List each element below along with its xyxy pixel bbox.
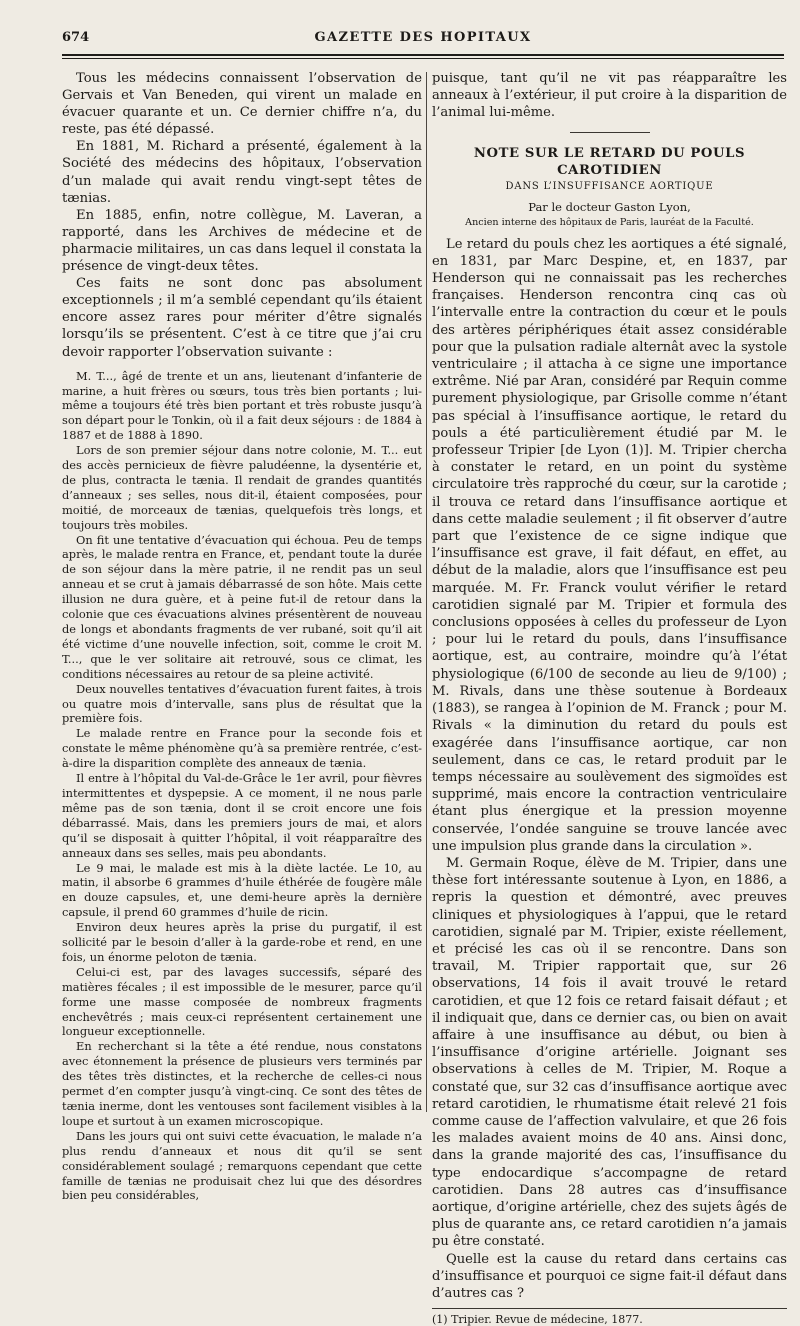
left-column (62, 70, 422, 1203)
observation-paragraph: En recherchant si la tête a été rendue, nous constatons avec étonnement la présence de plusieurs vers terminés par des têtes très distinctes, et la recherche de celles-ci nous permet d’en compter jusqu’à vingt-cinq. Ce sont des têtes de tænia inerme, dont les ventouses sont facilement visibles à la loupe et surtout à un examen microscopique. (62, 1039, 422, 1128)
observation-paragraph: Deux nouvelles tentatives d’évacuation furent faites, à trois ou quatre mois d’intervalle, sans plus de résultat que la première fois. (62, 681, 422, 726)
paragraph: Quelle est la cause du retard dans certains cas d’insuffisance et pourquoi ce signe fait-il défaut dans d’autres cas ? (432, 1251, 787, 1301)
article-subtitle: DANS L’INSUFFISANCE AORTIQUE (505, 180, 714, 192)
observation-paragraph: On fit une tentative d’évacuation qui échoua. Peu de temps après, le malade rentra en France, et, pendant toute la durée de son séjour dans la mère patrie, il ne rendit pas un seul anneau et se crut à jamais débarrassé de son hôte. Mais cette illusion ne dura guère, et à peine fut-il de retour dans la colonie que ces évacuations alvines présentèrent de nouveau de longs et abondants fragments de ver rubané, soit qu’il ait été victime d’une nouvelle infection, soit, comme le croit M. T..., que le ver solitaire ait retrouvé, sous ce climat, les conditions nécessaires au retour de sa pleine activité. (62, 532, 422, 681)
author-affiliation: Ancien interne des hôpitaux de Paris, lauréat de la Faculté. (465, 216, 754, 228)
observation-paragraph: Le 9 mai, le malade est mis à la diète lactée. Le 10, au matin, il absorbe 6 grammes d’huile éthérée de fougère mâle en douze capsules, et, une demi-heure après la dernière capsule, il prend 60 grammes d’huile de ricin. (62, 860, 422, 920)
footnote-rule (432, 1308, 787, 1309)
paragraph: M. Germain Roque, élève de M. Tripier, dans une thèse fort intéressante soutenue à Lyon, en 1886, a repris la question et démontré, avec preuves cliniques et physiologiques à l’appui, que le retard carotidien, signalé par M. Tripier, existe réellement, et précisé les cas où il se rencontre. Dans son travail, M. Tripier rapportait que, sur 26 observations, 14 fois il avait trouvé le retard carotidien, et que 12 fois ce retard faisait défaut ; et il indiquait que, dans ce dernier cas, ou bien on avait affaire à une insuffisance au début, ou bien à l’insuffisance d’origine artérielle. Joignant ses observations à celles de M. Tripier, M. Roque a constaté que, sur 32 cas d’insuffisance aortique avec retard carotidien, le rhumatisme était relevé 21 fois comme cause de l’affection valvulaire, et que 26 fois les malades avaient moins de 40 ans. Ainsi donc, dans la grande majorité des cas, l’insuffisance du type endocardique s’accompagne de retard carotidien. Dans 28 autres cas d’insuffisance aortique, d’origine artérielle, chez des sujets âgés de plus de quarante ans, ce retard carotidien n’a jamais pu être constaté. (432, 855, 787, 1250)
page-number: 674 (62, 30, 90, 45)
observation-paragraph: Le malade rentre en France pour la seconde fois et constate le même phénomène qu’à sa première rentrée, c’est-à-dire la disparition complète des anneaux de tænia. (62, 726, 422, 771)
page-header (62, 30, 784, 50)
paragraph: Tous les médecins connaissent l’observation de Gervais et Van Beneden, qui virent un malade en évacuer quarante et un. Ce dernier chiffre n’a, du reste, pas été dépassé. (62, 71, 422, 138)
header-rule (62, 54, 784, 56)
footnote: (1) Tripier. Revue de médecine, 1877. (432, 1313, 643, 1326)
column-divider (426, 72, 427, 1112)
section-separator (570, 132, 650, 133)
observation-paragraph: M. T..., âgé de trente et un ans, lieutenant d’infanterie de marine, a huit frères ou sœurs, tous très bien portants ; lui-même a toujours été très bien portant et très robuste jusqu’à son départ pour le Tonkin, où il a fait deux séjours : de 1884 à 1887 et de 1888 à 1890. (62, 368, 422, 443)
article-title: NOTE SUR LE RETARD DU POULS CAROTIDIEN (473, 145, 746, 178)
paragraph-continuation: puisque, tant qu’il ne vit pas réapparaître les anneaux à l’extérieur, il put croire à la disparition de l’animal lui-même. (432, 71, 787, 121)
observation-paragraph: Lors de son premier séjour dans notre colonie, M. T... eut des accès pernicieux de fièvre paludéenne, la dysentérie et, de plus, contracta le tænia. Il rendait de grandes quantités d’anneaux ; ses selles, nous dit-il, étaient composées, pour moitié, de morceaux de tænias, quelquefois très longs, et toujours très mobiles. (62, 443, 422, 532)
observation-paragraph: Celui-ci est, par des lavages successifs, séparé des matières fécales ; il est impossible de le mesurer, parce qu’il forme une masse composée de nombreux fragments enchevêtrés ; mais ceux-ci représentent certainement une longueur exceptionnelle. (62, 964, 422, 1039)
right-column (432, 70, 787, 1326)
running-title: GAZETTE DES HOPITAUX (314, 30, 532, 45)
observation-paragraph: Environ deux heures après la prise du purgatif, il est sollicité par le besoin d’aller à la garde-robe et rend, en une fois, un énorme peloton de tænia. (62, 920, 422, 964)
paragraph: Ces faits ne sont donc pas absolument exceptionnels ; il m’a semblé cependant qu’ils étaient encore assez rares pour mériter d’être signalés lorsqu’ils se présentent. C’est à ce titre que j’ai cru devoir rapporter l’observation suivante : (62, 276, 422, 360)
paragraph: En 1881, M. Richard a présenté, également à la Société des médecins des hôpitaux, l’observation d’un malade qui avait rendu vingt-sept têtes de tænias. (62, 139, 422, 206)
observation-paragraph: Il entre à l’hôpital du Val-de-Grâce le 1er avril, pour fièvres intermittentes et dyspepsie. A ce moment, il ne nous parle même pas de son tænia, dont il se croit encore une fois débarrassé. Mais, dans les premiers jours de mai, et alors qu’il se disposait à quitter l’hôpital, il voit réapparaître des anneaux dans ses selles, mais peu abondants. (62, 771, 422, 860)
header-rule-thin (62, 58, 784, 59)
article-author: Par le docteur Gaston Lyon, (528, 199, 691, 214)
observation-paragraph: Dans les jours qui ont suivi cette évacuation, le malade n’a plus rendu d’anneaux et nous dit qu’il se sent considérablement soulagé ; remarquons cependant que cette famille de tænias ne produisait chez lui que des désordres bien peu considérables, (62, 1128, 422, 1203)
paragraph: En 1885, enfin, notre collègue, M. Laveran, a rapporté, dans les Archives de médecine et de pharmacie militaires, un cas dans lequel il constata la présence de vingt-deux têtes. (62, 207, 422, 275)
paragraph: Le retard du pouls chez les aortiques a été signalé, en 1831, par Marc Despine, et, en 1837, par Henderson qui ne connaissait pas les recherches françaises. Henderson rencontra cinq cas où l’intervalle entre la contraction du cœur et le pouls des artères périphériques était assez considérable pour que la pulsation radiale alternât avec la systole ventriculaire ; il attacha à ce signe une importance extrême. Nié par Aran, considéré par Requin comme purement physiologique, par Grisolle comme n’étant pas spécial à l’insuffisance aortique, le retard du pouls a été particulièrement étudié par M. le professeur Tripier [de Lyon (1)]. M. Tripier chercha à constater le retard, en un point du système circulatoire très rapproché du cœur, sur la carotide ; il trouva ce retard dans l’insuffisance aortique et dans cette maladie seulement ; il fit observer d’autre part que l’existence de ce signe indique que l’insuffisance est grave, il fait défaut, en effet, au début de la maladie, alors que l’insuffisance est peu marquée. M. Fr. Franck voulut vérifier le retard carotidien signalé par M. Tripier et formula des conclusions opposées à celles du professeur de Lyon ; pour lui le retard du pouls, dans l’insuffisance aortique, est, au contraire, moindre qu’à l’état physiologique (6/100 de seconde au lieu de 9/100) ; M. Rivals, dans une thèse soutenue à Bordeaux (1883), se rangea à l’opinion de M. Franck ; pour M. Rivals « la diminution du retard du pouls est exagérée dans l’insuffisance aortique, car non seulement, dans ce cas, le retard produit par le temps nécessaire au soulèvement des sigmoïdes est supprimé, mais encore la contraction ventriculaire étant plus énergique et la pression moyenne conservée, l’ondée sanguine se trouve lancée avec une impulsion plus grande dans la circulation ». (432, 236, 787, 854)
